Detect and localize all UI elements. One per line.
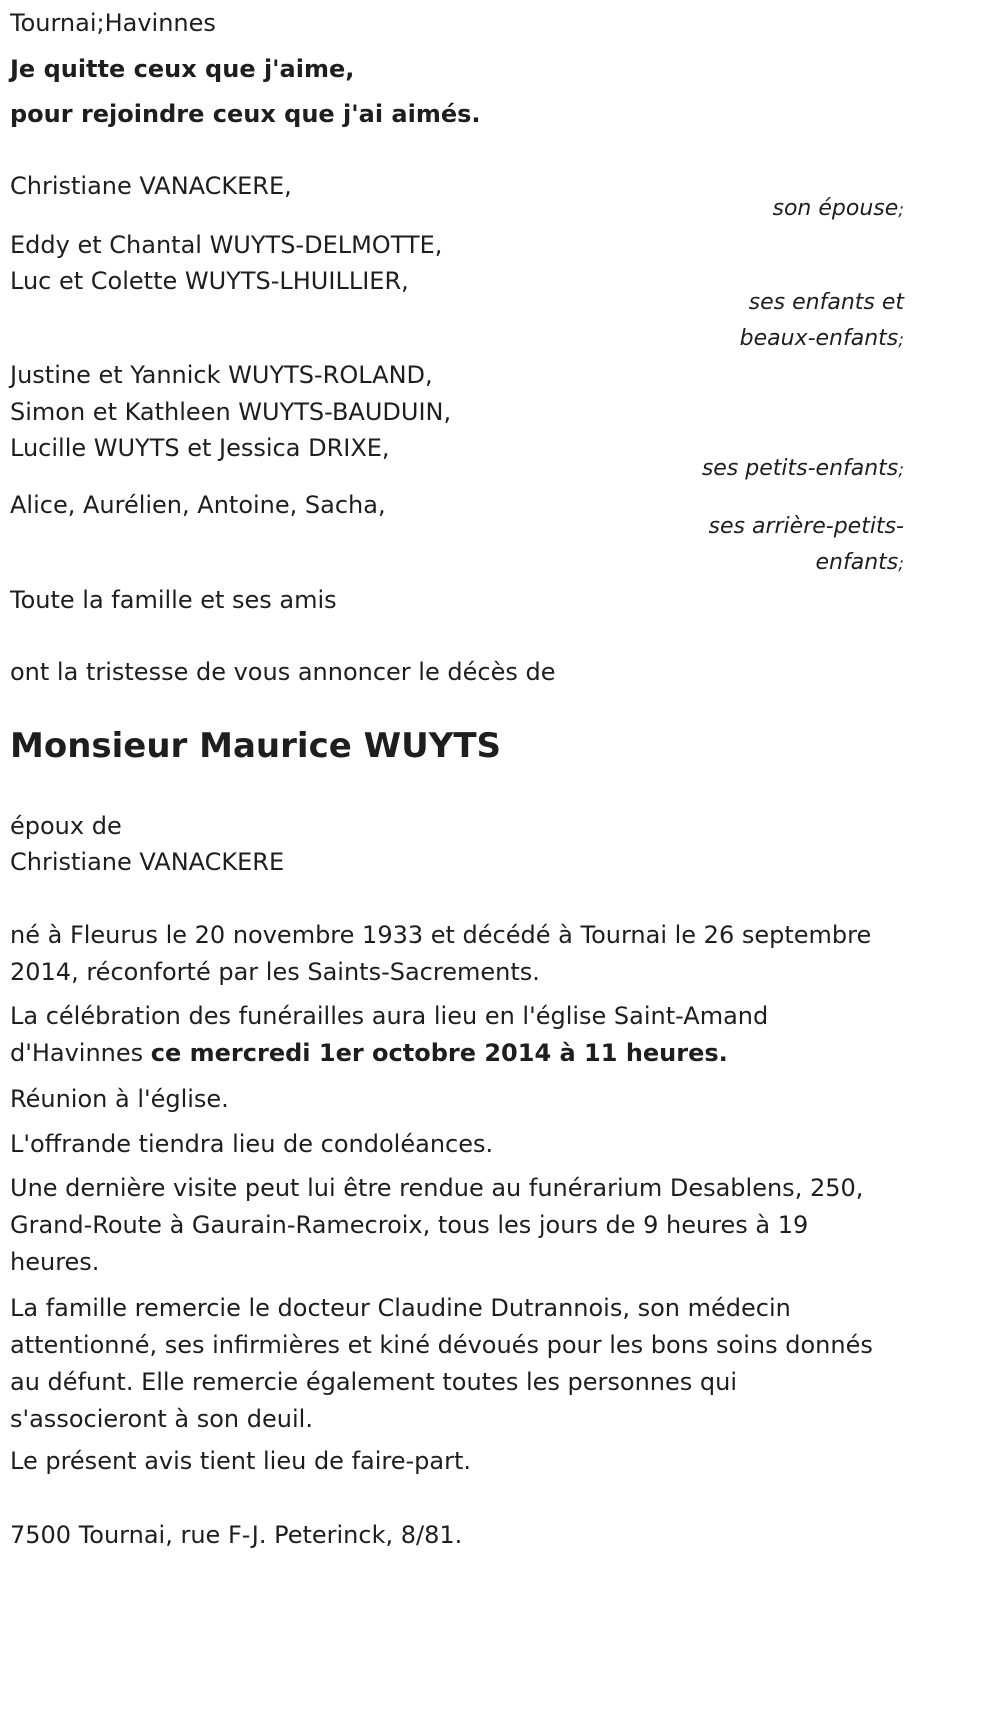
visit-text: Une dernière visite peut lui être rendue au funérarium Desablens, 250, Grand-Route à Gaurain-Ramecroix, tous les jours de 9 heures à 19 heures. [10, 1174, 864, 1276]
birth-death-text: né à Fleurus le 20 novembre 1933 et décédé à Tournai le 26 septembre 2014, réconforté par les Saints-Sacrements. [10, 921, 872, 986]
grandchild-1: Justine et Yannick WUYTS-ROLAND, [10, 361, 433, 389]
spouse-relation: son épouse; [772, 196, 904, 221]
child-couple-2: Luc et Colette WUYTS-LHUILLIER, [10, 267, 409, 295]
address-text: 7500 Tournai, rue F-J. Peterinck, 8/81. [10, 1521, 463, 1549]
spouse-of-label: époux de [10, 812, 122, 840]
deceased-name: Monsieur Maurice WUYTS [10, 726, 502, 766]
funeral-text [10, 998, 900, 1072]
announcement-text: ont la tristesse de vous annoncer le décès de [10, 658, 556, 686]
great-grandchildren-relation: ses arrière-petits-enfants; [708, 514, 904, 575]
spouse-name: Christiane VANACKERE, [10, 172, 292, 200]
funeral-date: ce mercredi 1er octobre 2014 à 11 heures. [150, 1039, 728, 1067]
quote-line-2: pour rejoindre ceux que j'ai aimés. [10, 100, 481, 128]
grandchild-2: Simon et Kathleen WUYTS-BAUDUIN, [10, 398, 452, 426]
meeting-text: Réunion à l'église. [10, 1085, 229, 1113]
location-header: Tournai;Havinnes [10, 9, 216, 37]
funeral-location: La célébration des funérailles aura lieu en l'église Saint-Amand d'Havinnes [10, 1002, 769, 1067]
child-couple-1: Eddy et Chantal WUYTS-DELMOTTE, [10, 231, 443, 259]
great-grandchildren: Alice, Aurélien, Antoine, Sacha, [10, 491, 386, 519]
deceased-spouse-name: Christiane VANACKERE [10, 848, 285, 876]
offering-text: L'offrande tiendra lieu de condoléances. [10, 1130, 494, 1158]
family-and-friends: Toute la famille et ses amis [10, 586, 337, 614]
grandchild-3: Lucille WUYTS et Jessica DRIXE, [10, 434, 390, 462]
children-relation: ses enfants et beaux-enfants; [739, 290, 904, 351]
notice-text: Le présent avis tient lieu de faire-part. [10, 1447, 472, 1475]
quote-line-1: Je quitte ceux que j'aime, [10, 55, 355, 83]
grandchildren-relation: ses petits-enfants; [701, 456, 904, 481]
thanks-text: La famille remercie le docteur Claudine Dutrannois, son médecin attentionné, ses infirmières et kiné dévoués pour les bons soins donnés au défunt. Elle remercie également toutes les personnes qui s'associeront à son deuil. [10, 1294, 873, 1433]
